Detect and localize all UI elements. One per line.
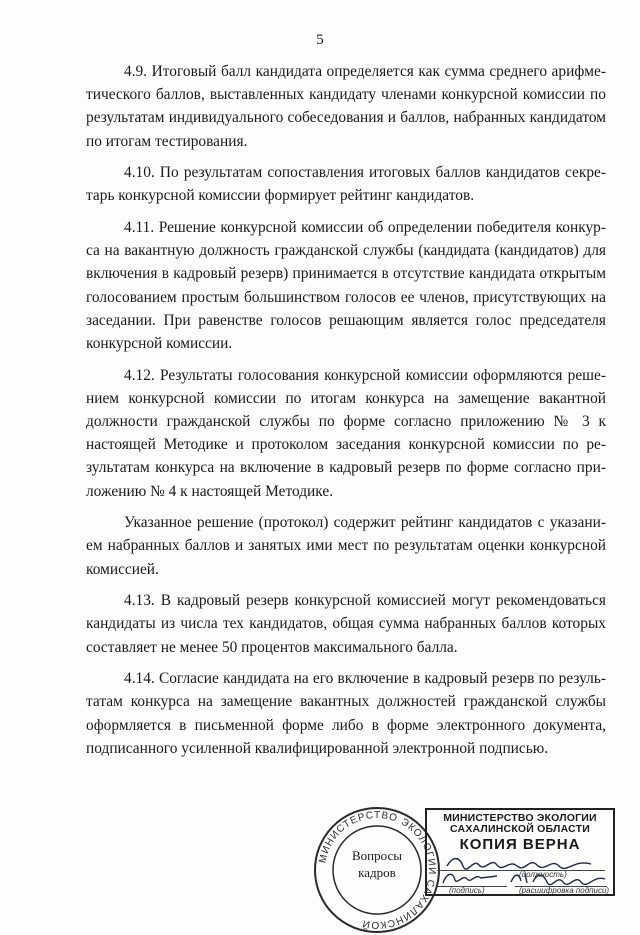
position-caption: (должность)	[519, 870, 567, 879]
stamp-title: КОПИЯ ВЕРНА	[459, 836, 581, 853]
paragraph-4-9: 4.9. Итоговый балл кандидата определяется как сумма среднего арифметического баллов, выставленных кандидату членами конкурсной комиссии по результатам индивидуального собеседования и баллов, набранных кандидатом по итогам тестирования.	[86, 63, 606, 150]
page-number: 5	[316, 32, 324, 48]
paragraph-4-10: 4.10. По результатам сопоставления итоговых баллов кандидатов секретарь конкурсной комиссии формирует рейтинг кандидатов.	[86, 164, 606, 205]
signature-caption: (подпись)	[449, 886, 485, 895]
paragraph-4-12: 4.12. Результаты голосования конкурсной комиссии оформляются решением конкурсной комиссии по итогам конкурса на замещение вакантной должности гражданской службы по форме согласно приложению № 3 к настоящей Методике и протоколом заседания конкурсной комиссии по результатам конкурса на включение в кадровый резерв по форме согласно приложению № 4 к настоящей Методике.	[86, 366, 606, 500]
paragraph-4-14: 4.14. Согласие кандидата на его включение в кадровый резерв по результатам конкурса на замещение вакантных должностей гражданской службы оформляется в письменной форме либо в форме электронного документа, подписанного усиленной квалифицированной электронной подписью.	[86, 670, 606, 757]
seal-label: Вопросы кадров	[352, 848, 402, 880]
svg-text:МИНИСТЕРСТВО ЭКОЛОГИИ САХАЛИНС: МИНИСТЕРСТВО ЭКОЛОГИИ САХАЛИНСКОЙ	[317, 809, 438, 931]
paragraph-decision-rating: Указанное решение (протокол) содержит рейтинг кандидатов с указанием набранных баллов и занятых ими мест по результатам оценки конкурсной комиссией.	[86, 514, 606, 578]
paragraph-4-11: 4.11. Решение конкурсной комиссии об определении победителя конкурса на вакантную должность гражданской службы (кандидата (кандидатов) для включения в кадровый резерв) принимается в отсутствие кандидата открытым голосованием простым большинством голосов ее членов, присутствующих на заседании. При равенстве голосов решающим является голос председателя конкурсной комиссии.	[86, 219, 606, 353]
certification-stamp	[425, 808, 615, 896]
stamp-ministry: МИНИСТЕРСТВО ЭКОЛОГИИ САХАЛИНСКОЙ ОБЛАСТИ	[443, 812, 597, 835]
handwritten-position-icon	[445, 854, 595, 870]
handwritten-name-icon	[509, 870, 609, 886]
paragraph-4-13: 4.13. В кадровый резерв конкурсной комиссией могут рекомендоваться кандидаты из числа тех кандидатов, общая сумма набранных баллов которых составляет не менее 50 процентов максимального балла.	[86, 592, 606, 656]
signature-icon	[441, 870, 501, 886]
name-caption: (расшифровка подписи)	[519, 886, 610, 895]
document-body	[86, 60, 606, 768]
